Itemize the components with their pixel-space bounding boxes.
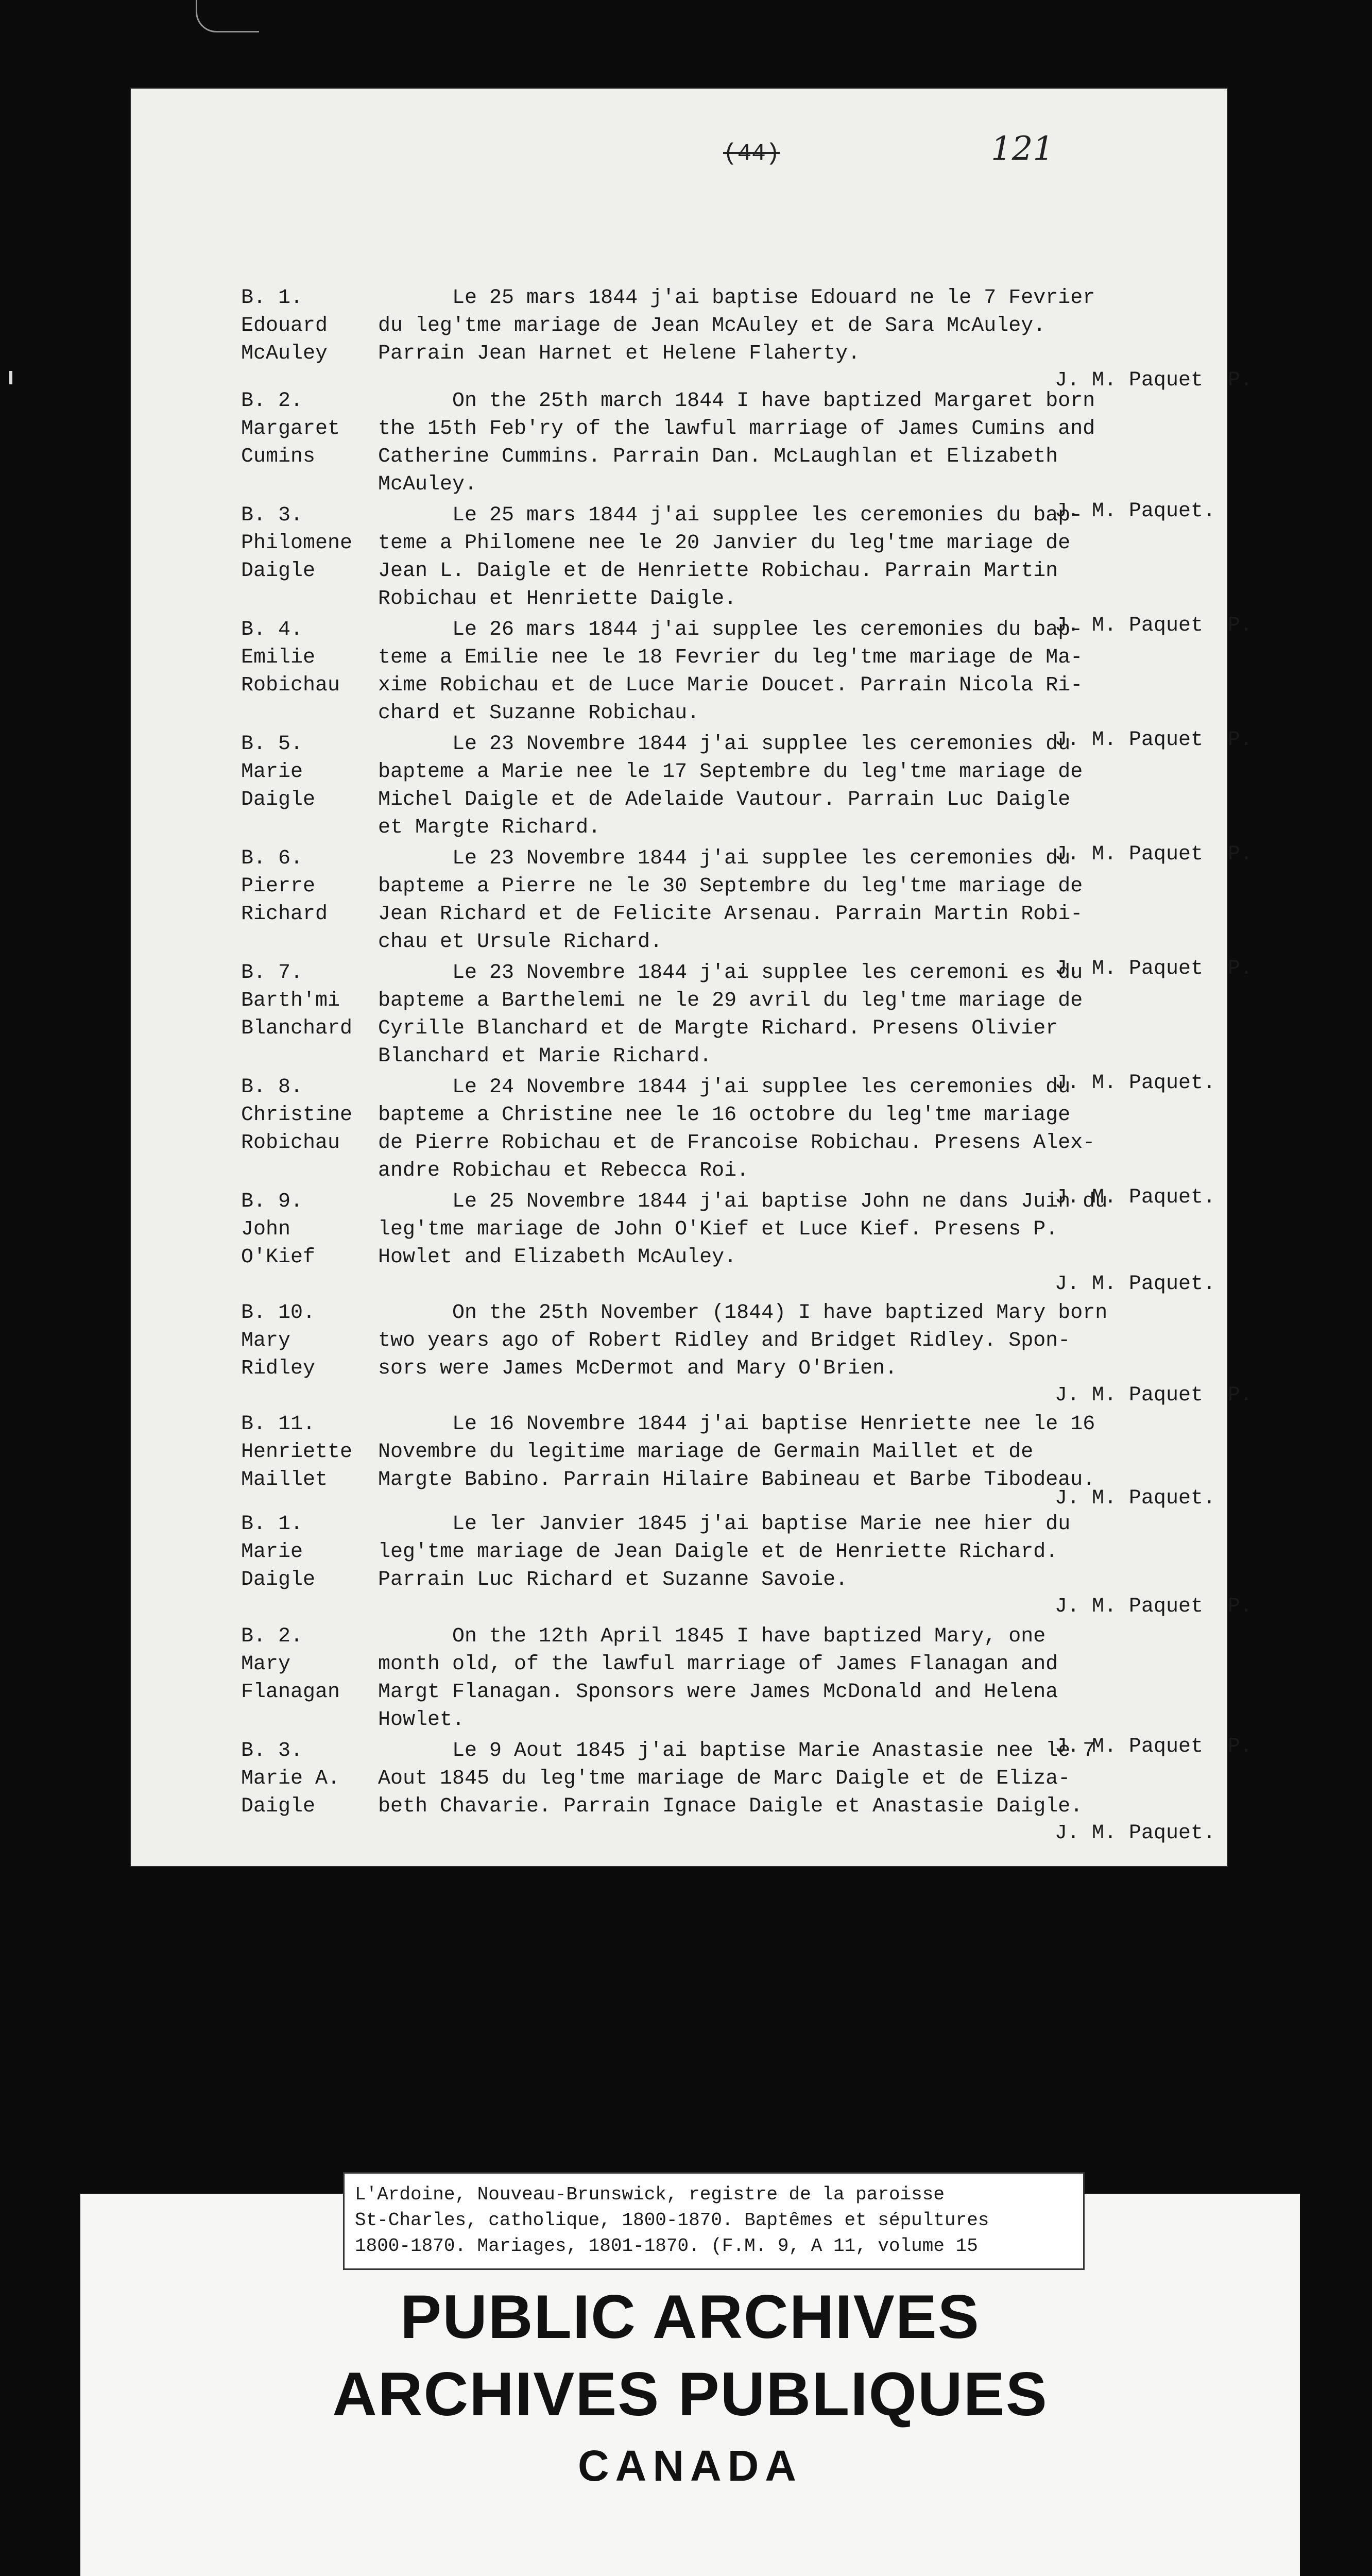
entry-signature: J. M. Paquet. [1055, 500, 1216, 523]
entry-margin: B. 2. Mary Flanagan [241, 1625, 340, 1704]
entry-margin: B. 7. Barth'mi Blanchard [241, 961, 353, 1040]
entry-margin: B. 9. John O'Kief [241, 1190, 316, 1269]
struck-page-number: (44) [723, 140, 780, 167]
entries-list [131, 89, 1253, 1866]
archives-title-fr: ARCHIVES PUBLIQUES [332, 2360, 1048, 2429]
entry-signature: J. M. Paquet. [1055, 1273, 1216, 1296]
entry-margin: B. 3. Marie A. Daigle [241, 1739, 340, 1818]
edge-mark [9, 371, 12, 384]
entry-signature: J. M. Paquet P. [1055, 369, 1253, 392]
entry-text: Le 16 Novembre 1844 j'ai baptise Henriette nee le 16 Novembre du legitime mariage de Germain Maillet et de Margte Babino. Parrain Hilaire Babineau et Barbe Tibodeau. [378, 1413, 1095, 1492]
entry-signature: J. M. Paquet P. [1055, 957, 1253, 980]
entry-signature: J. M. Paquet P. [1055, 614, 1253, 637]
entry-margin: B. 10. Mary Ridley [241, 1301, 316, 1380]
entry-signature: J. M. Paquet P. [1055, 843, 1253, 866]
register-page [131, 89, 1253, 1866]
entry-text: Le 23 Novembre 1844 j'ai supplee les ceremoni es du bapteme a Barthelemi ne le 29 avril du leg'tme mariage de Cyrille Blanchard et de Margte Richard. Presens Olivier Blanchard et Marie Richard. [378, 961, 1083, 1068]
entry-signature: J. M. Paquet P. [1055, 728, 1253, 752]
entry-signature: J. M. Paquet. [1055, 1822, 1216, 1845]
entry-text: On the 25th march 1844 I have baptized Margaret born the 15th Feb'ry of the lawful marriage of James Cumins and Catherine Cummins. Parrain Dan. McLaughlan et Elizabeth McAuley. [378, 389, 1095, 496]
entry-margin: B. 8. Christine Robichau [241, 1076, 353, 1155]
entry-text: On the 25th November (1844) I have baptized Mary born two years ago of Robert Ridley and Bridget Ridley. Spon- sors were James McDermot and Mary O'Brien. [378, 1301, 1108, 1380]
entry-text: Le ler Janvier 1845 j'ai baptise Marie nee hier du leg'tme mariage de Jean Daigle et de Henriette Richard. Parrain Luc Richard et Suzanne Savoie. [378, 1513, 1071, 1591]
entry-signature: J. M. Paquet P. [1055, 1595, 1253, 1618]
entry-text: On the 12th April 1845 I have baptized Mary, one month old, of the lawful marriage of James Flanagan and Margt Flanagan. Sponsors were James McDonald and Helena Howlet. [378, 1625, 1058, 1732]
entry-text: Le 9 Aout 1845 j'ai baptise Marie Anastasie nee le 7 Aout 1845 du leg'tme mariage de Marc Daigle et de Eliza- beth Chavarie. Parrain Ignace Daigle et Anastasie Daigle. [378, 1739, 1095, 1818]
scan-corner-mark [196, 0, 259, 32]
entry-signature: J. M. Paquet P. [1055, 1384, 1253, 1407]
archives-card [80, 2184, 1300, 2576]
archives-country: CANADA [578, 2442, 802, 2490]
entry-signature: J. M. Paquet P. [1055, 1735, 1253, 1758]
entry-text: Le 25 Novembre 1844 j'ai baptise John ne dans Juin du leg'tme mariage de John O'Kief et Luce Kief. Presens P. Howlet and Elizabeth McAuley. [378, 1190, 1108, 1269]
entry-margin: B. 3. Philomene Daigle [241, 504, 353, 583]
entry-margin: B. 11. Henriette Maillet [241, 1413, 353, 1492]
entry-signature: J. M. Paquet. [1055, 1072, 1216, 1095]
entry-margin: B. 6. Pierre Richard [241, 847, 328, 926]
entry-margin: B. 4. Emilie Robichau [241, 618, 340, 697]
entry-signature: J. M. Paquet. [1055, 1487, 1216, 1510]
entry-margin: B. 2. Margaret Cumins [241, 389, 340, 468]
entry-margin: B. 5. Marie Daigle [241, 733, 316, 811]
entry-text: Le 26 mars 1844 j'ai supplee les ceremonies du bap- teme a Emilie nee le 18 Fevrier du leg'tme mariage de Ma- xime Robichau et de Luce Marie Doucet. Parrain Nicola Ri- chard et Suzanne Robichau. [378, 618, 1083, 725]
entry-text: Le 25 mars 1844 j'ai supplee les ceremonies du bap- teme a Philomene nee le 20 Janvier du leg'tme mariage de Jean L. Daigle et de Henriette Robichau. Parrain Martin Robichau et Henriette Daigle. [378, 504, 1083, 611]
entry-margin: B. 1. Edouard McAuley [241, 286, 328, 365]
archives-title-en: PUBLIC ARCHIVES [400, 2282, 980, 2351]
source-caption: L'Ardoine, Nouveau-Brunswick, registre de la paroisse St-Charles, catholique, 1800-1870. Baptêmes et sépultures 1800-1870. Mariages, 1801-1870. (F.M. 9, A 11, volume 15 [343, 2172, 1085, 2270]
entry-text: Le 23 Novembre 1844 j'ai supplee les ceremonies du bapteme a Pierre ne le 30 Septembre du leg'tme mariage de Jean Richard et de Felicite Arsenau. Parrain Martin Robi- chau et Ursule Richard. [378, 847, 1083, 954]
entry-text: Le 24 Novembre 1844 j'ai supplee les ceremonies du bapteme a Christine nee le 16 octobre du leg'tme mariage de Pierre Robichau et de Francoise Robichau. Presens Alex- andre Robichau et Rebecca Roi. [378, 1076, 1095, 1182]
handwritten-page-number: 121 [991, 130, 1054, 168]
entry-text: Le 25 mars 1844 j'ai baptise Edouard ne le 7 Fevrier du leg'tme mariage de Jean McAuley et de Sara McAuley. Parrain Jean Harnet et Helene Flaherty. [378, 286, 1095, 365]
entry-signature: J. M. Paquet. [1055, 1186, 1216, 1209]
entry-margin: B. 1. Marie Daigle [241, 1513, 316, 1591]
entry-text: Le 23 Novembre 1844 j'ai supplee les ceremonies du bapteme a Marie nee le 17 Septembre du leg'tme mariage de Michel Daigle et de Adelaide Vautour. Parrain Luc Daigle et Margte Richard. [378, 733, 1083, 839]
